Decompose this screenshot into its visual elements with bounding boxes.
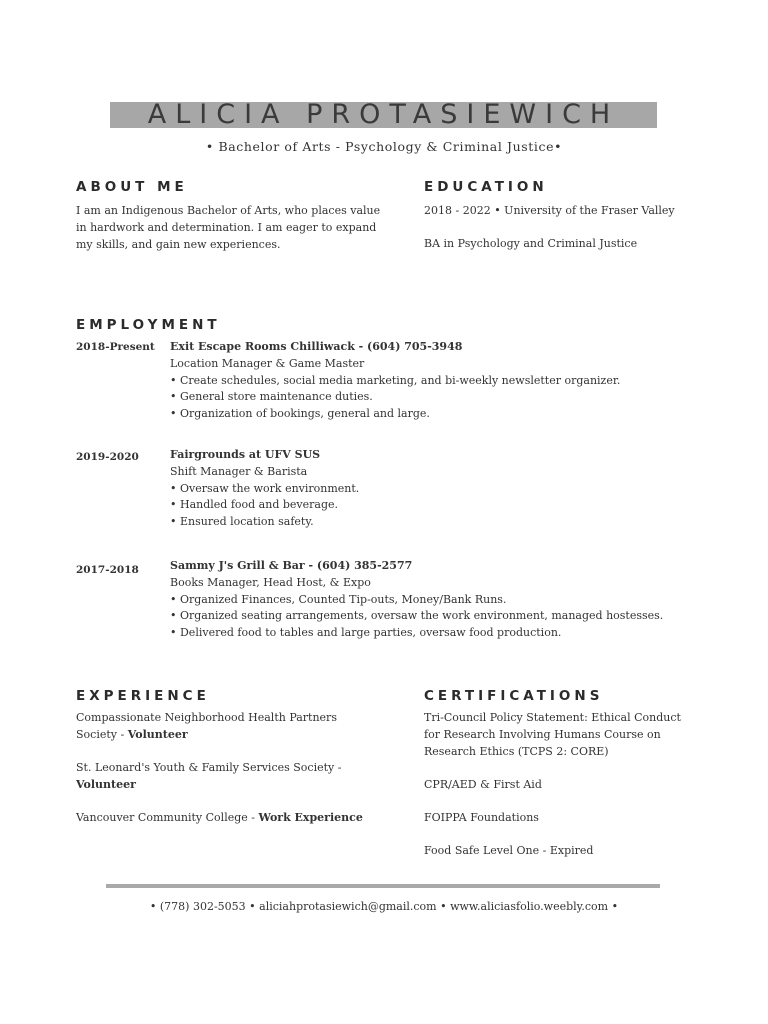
experience-role: Work Experience [258,811,363,824]
job-bullet: • Delivered food to tables and large parties, oversaw food production. [170,626,562,640]
job-bullet: • Organization of bookings, general and large. [170,407,430,421]
job-role: Location Manager & Game Master [170,356,365,370]
job-entry [170,339,620,423]
certification-item: CPR/AED & First Aid [424,778,542,791]
job-bullet: • General store maintenance duties. [170,390,373,404]
experience-item [76,760,341,794]
about-heading: ABOUT ME [76,179,188,195]
experience-org: St. Leonard's Youth & Family Services Society - [76,761,342,774]
experience-org [76,810,363,827]
job-bullet: • Create schedules, social media marketing, and bi-weekly newsletter organizer. [170,373,621,387]
about-line: I am an Indigenous Bachelor of Arts, who places value [76,204,381,217]
job-entry [170,447,359,531]
certification-line: Research Ethics (TCPS 2: CORE) [424,744,609,758]
experience-item [76,710,337,744]
employment-heading: EMPLOYMENT [76,317,221,333]
certification-line: for Research Involving Humans Course on [424,727,661,741]
about-text [76,203,380,253]
experience-org-name: Vancouver Community College - [76,811,259,824]
job-dates: 2019-2020 [76,451,139,463]
certification-item: FOIPPA Foundations [424,811,539,824]
experience-org-suffix: Society - [76,727,128,741]
education-degree: BA in Psychology and Criminal Justice [424,237,638,250]
experience-org-cont [76,727,337,744]
job-title: Exit Escape Rooms Chilliwack - (604) 705-3948 [170,340,463,353]
candidate-name: ALICIA PROTASIEWICH [147,99,620,130]
contact-info: • (778) 302-5053 • aliciahprotasiewich@gmail.com • www.aliciasfolio.weebly.com • [149,900,619,913]
experience-heading: EXPERIENCE [76,688,210,704]
job-bullet: • Organized seating arrangements, oversaw the work environment, managed hostesses. [170,609,664,623]
experience-item [76,810,363,827]
job-bullet: • Ensured location safety. [170,515,314,529]
footer-divider [106,884,660,888]
certification-line: Tri-Council Policy Statement: Ethical Conduct [424,711,681,724]
about-line: my skills, and gain new experiences. [76,237,281,251]
experience-org-cont [76,777,341,794]
job-role: Books Manager, Head Host, & Expo [170,575,371,589]
certification-item: Food Safe Level One - Expired [424,844,594,857]
certification-tcps [424,710,681,760]
job-bullet: • Organized Finances, Counted Tip-outs, Money/Bank Runs. [170,592,507,606]
experience-org: Compassionate Neighborhood Health Partners [76,711,337,724]
job-bullet: • Handled food and beverage. [170,498,339,512]
experience-role: Volunteer [127,727,188,741]
job-title: Sammy J's Grill & Bar - (604) 385-2577 [170,559,413,572]
job-bullet: • Oversaw the work environment. [170,481,360,495]
job-entry [170,558,663,642]
job-dates: 2018-Present [76,341,155,353]
job-title: Fairgrounds at UFV SUS [170,448,321,461]
about-line: in hardwork and determination. I am eager to expand [76,220,377,234]
job-dates: 2017-2018 [76,564,139,576]
degree-subtitle: • Bachelor of Arts - Psychology & Criminal Justice• [205,139,563,154]
education-dates-school: 2018 - 2022 • University of the Fraser Valley [424,204,675,217]
education-heading: EDUCATION [424,179,548,195]
certifications-heading: CERTIFICATIONS [424,688,604,704]
job-role: Shift Manager & Barista [170,464,308,478]
experience-role: Volunteer [76,777,136,791]
